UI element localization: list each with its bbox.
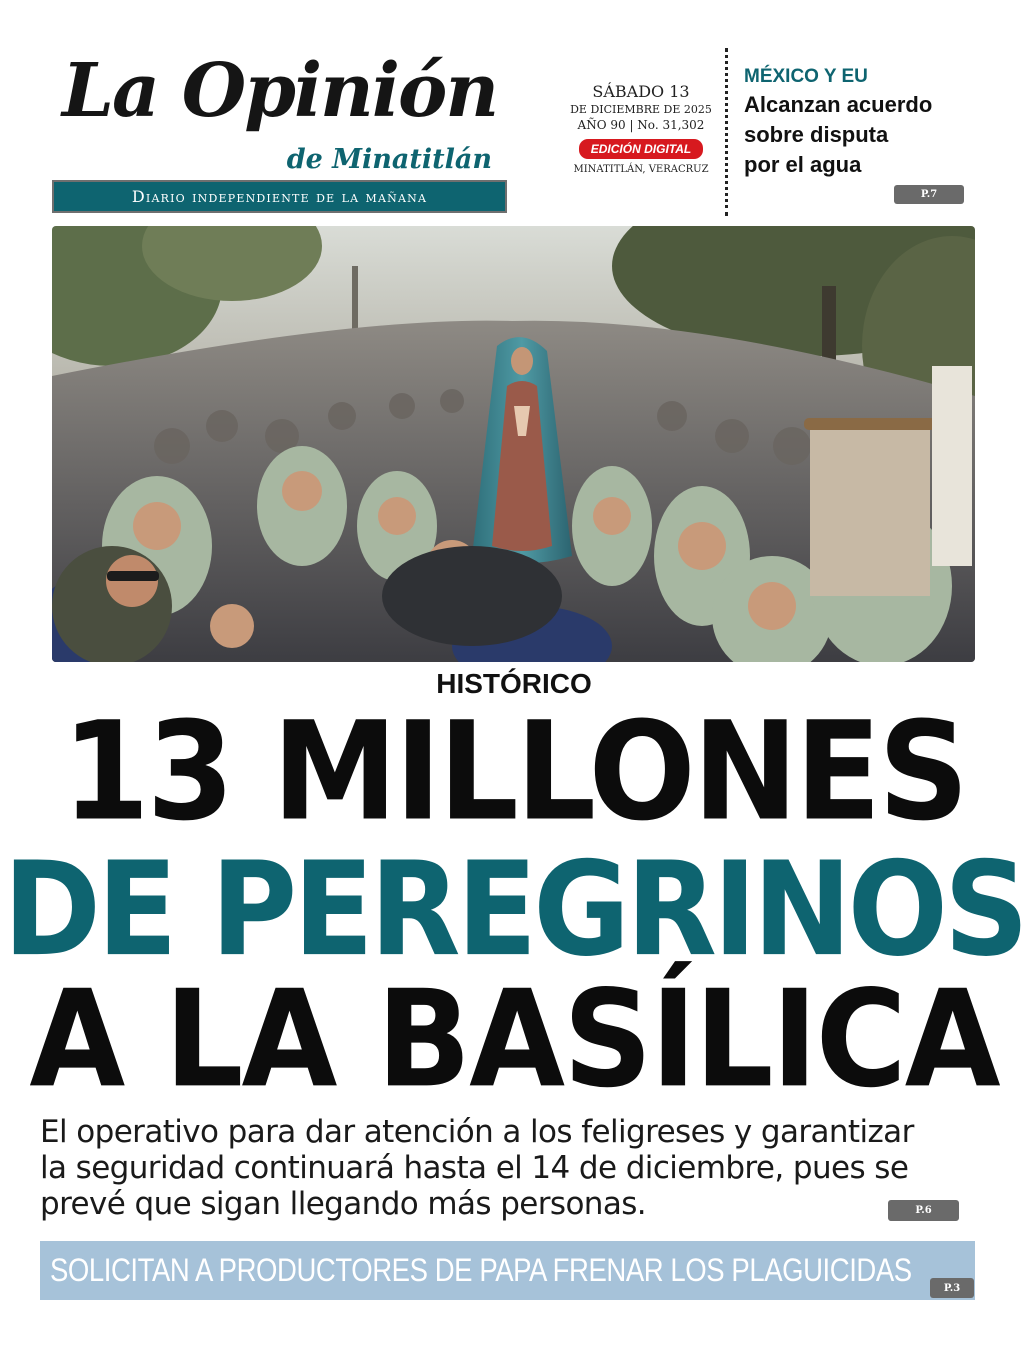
page-tag-sidebar[interactable]: P.7 xyxy=(894,185,964,204)
date-full: DE DICIEMBRE DE 2025 xyxy=(570,103,712,116)
sidebar-headline-line: sobre disputa xyxy=(744,122,889,147)
logo-title: La Opinión xyxy=(62,48,498,134)
bottom-story-bar[interactable] xyxy=(40,1241,975,1300)
tagline: Diario independiente de la mañana xyxy=(131,187,428,206)
date-location: MINATITLÁN, VERACRUZ xyxy=(573,164,709,175)
bottom-headline: SOLICITAN A PRODUCTORES DE PAPA FRENAR LOS PLAGUICIDAS xyxy=(50,1252,912,1288)
sidebar-headline-line: por el agua xyxy=(744,152,862,177)
pilgrims-crowd-photo xyxy=(52,226,975,662)
main-kicker: HISTÓRICO xyxy=(436,668,592,699)
issue-number: AÑO 90 | No. 31,302 xyxy=(577,118,705,132)
date-block xyxy=(566,82,716,175)
date-day: SÁBADO 13 xyxy=(592,82,690,101)
main-headline-line-1[interactable]: 13 MILLONES xyxy=(62,692,966,851)
sidebar-headline-line: Alcanzan acuerdo xyxy=(744,92,933,117)
page-tag-main[interactable]: P.6 xyxy=(888,1200,959,1221)
logo-subtitle: de Minatitlán xyxy=(286,144,492,175)
newspaper-logo[interactable] xyxy=(62,48,498,183)
main-headline-line-2[interactable]: DE PEREGRINOS xyxy=(3,833,1025,985)
sidebar-kicker: MÉXICO Y EU xyxy=(744,66,868,87)
sidebar-story[interactable] xyxy=(744,64,974,180)
main-headline-line-3[interactable]: A LA BASÍLICA xyxy=(29,962,999,1118)
deck-line: prevé que sigan llegando más personas. xyxy=(40,1186,647,1222)
edition-badge: EDICIÓN DIGITAL xyxy=(579,139,703,159)
main-photo[interactable] xyxy=(52,226,975,662)
main-deck xyxy=(40,1114,990,1222)
deck-line: la seguridad continuará hasta el 14 de diciembre, pues se xyxy=(40,1150,909,1186)
dotted-divider xyxy=(725,48,728,216)
page-tag-bottom[interactable]: P.3 xyxy=(930,1278,974,1298)
deck-line: El operativo para dar atención a los feligreses y garantizar xyxy=(40,1114,914,1150)
tagline-bar xyxy=(52,180,507,213)
